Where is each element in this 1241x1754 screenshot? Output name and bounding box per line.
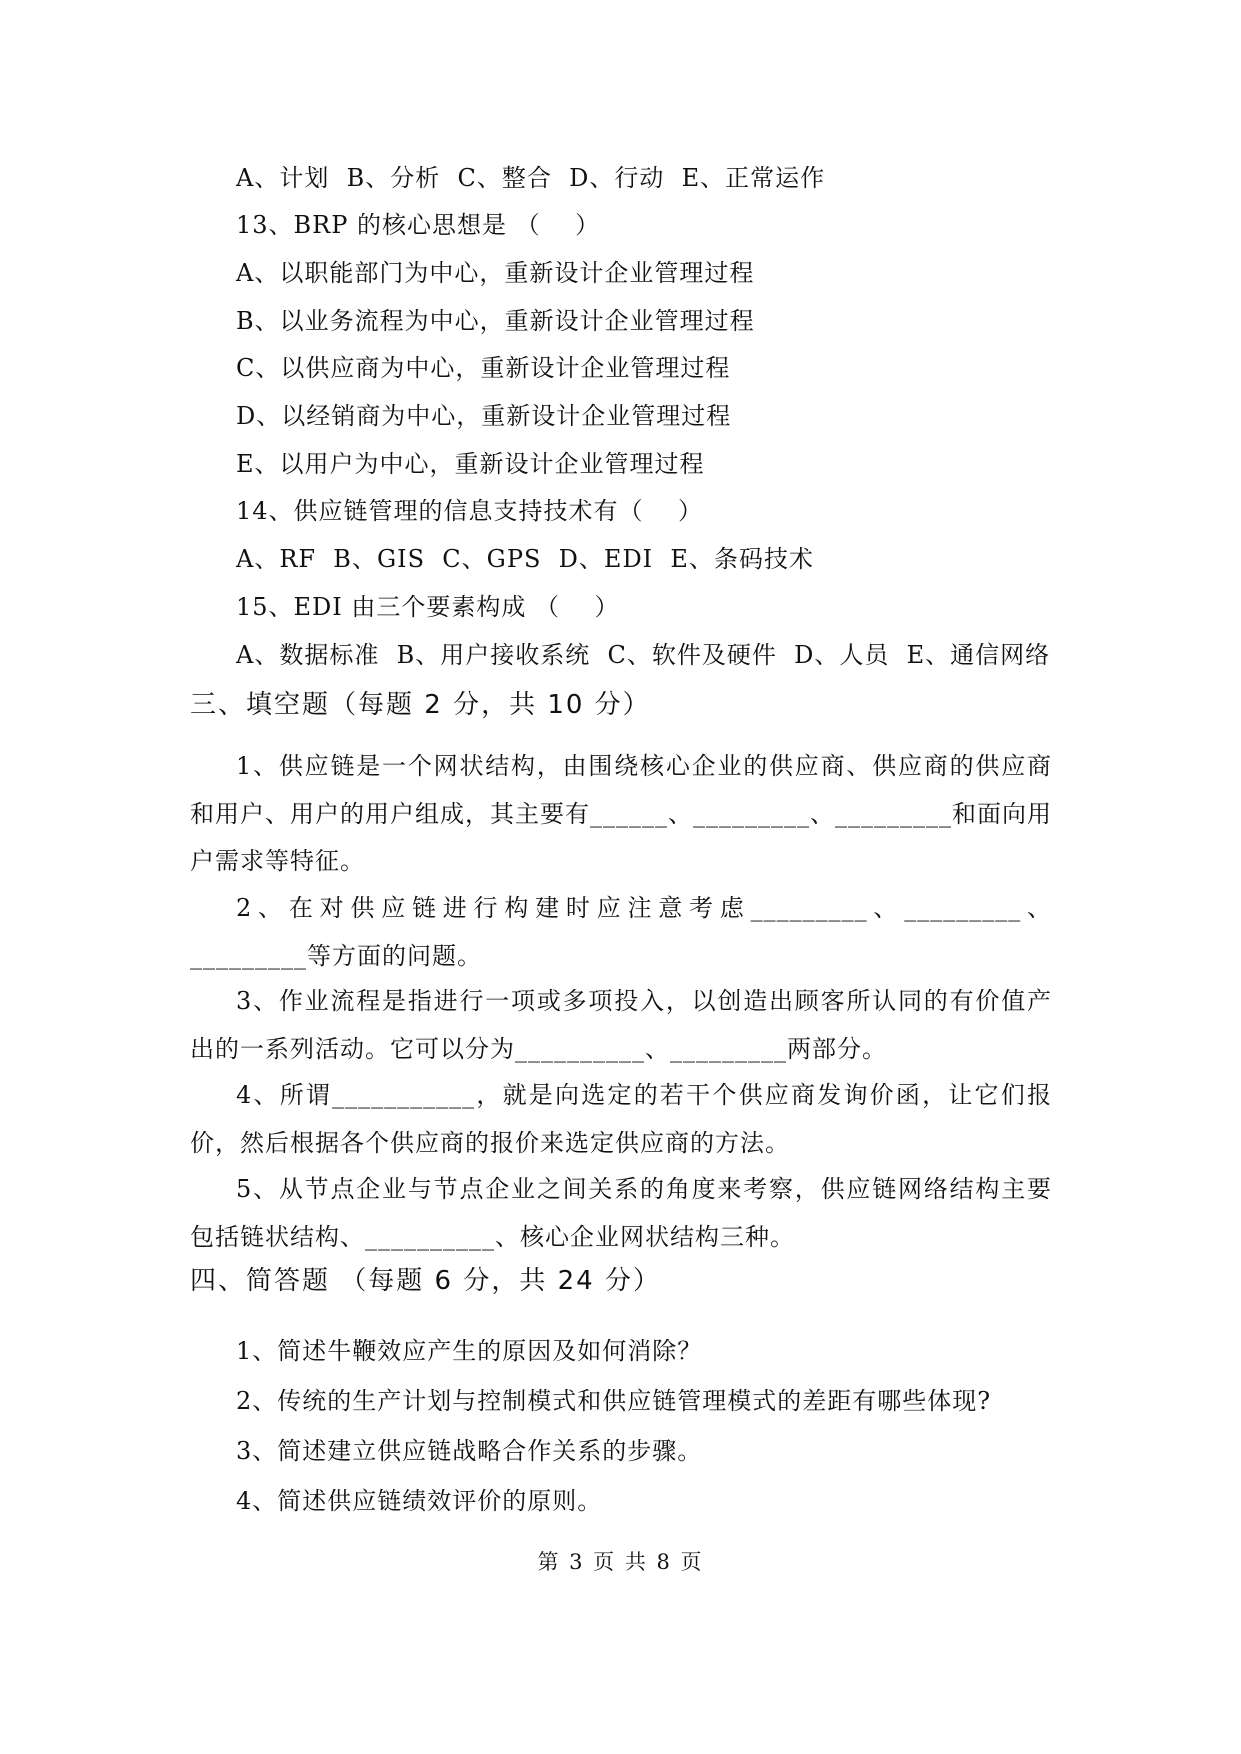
q13-option-d: D、以经销商为中心，重新设计企业管理过程 (236, 402, 732, 430)
short-answer-4: 4、简述供应链绩效评价的原则。 (236, 1487, 603, 1515)
q14-options: A、RF B、GIS C、GPS D、EDI E、条码技术 (236, 545, 814, 573)
q13-option-c: C、以供应商为中心，重新设计企业管理过程 (236, 354, 731, 382)
q15-options: A、数据标准 B、用户接收系统 C、软件及硬件 D、人员 E、通信网络 (236, 641, 1051, 669)
fill-item-3: 3、作业流程是指进行一项或多项投入，以创造出顾客所认同的有价值产出的一系列活动。它可以分为__________、_________两部分。 (190, 987, 1052, 1063)
short-answer-1: 1、简述牛鞭效应产生的原因及如何消除？ (236, 1337, 703, 1365)
fill-item-1: 1、供应链是一个网状结构，由围绕核心企业的供应商、供应商的供应商和用户、用户的用户组成，其主要有______、_________、_________和面向用户需求等特征。 (190, 752, 1052, 875)
page-number-footer: 第 3 页 共 8 页 (537, 1550, 704, 1574)
fill-item-4: 4、所谓___________，就是向选定的若干个供应商发询价函，让它们报价，然后根据各个供应商的报价来选定供应商的方法。 (190, 1081, 1052, 1157)
q15-question: 15、EDI 由三个要素构成 （ ） (236, 593, 620, 621)
section4-title: 四、简答题 （每题 6 分，共 24 分） (190, 1266, 661, 1296)
q13-option-b: B、以业务流程为中心，重新设计企业管理过程 (236, 307, 755, 335)
short-answer-2: 2、传统的生产计划与控制模式和供应链管理模式的差距有哪些体现? (236, 1387, 992, 1415)
q13-question: 13、BRP 的核心思想是 （ ） (236, 211, 601, 239)
fill-item-2: 2、在对供应链进行构建时应注意考虑_________、_________、_________等方面的问题。 (190, 894, 1052, 970)
q13-option-e: E、以用户为中心，重新设计企业管理过程 (236, 450, 705, 478)
short-answer-3: 3、简述建立供应链战略合作关系的步骤。 (236, 1437, 703, 1465)
section3-title: 三、填空题（每题 2 分，共 10 分） (190, 690, 651, 720)
q14-question: 14、供应链管理的信息支持技术有（ ） (236, 497, 704, 525)
fill-item-5: 5、从节点企业与节点企业之间关系的角度来考察，供应链网络结构主要包括链状结构、__________、核心企业网状结构三种。 (190, 1175, 1052, 1251)
q13-option-a: A、以职能部门为中心，重新设计企业管理过程 (236, 259, 755, 287)
q12-options: A、计划 B、分析 C、整合 D、行动 E、正常运作 (236, 164, 826, 192)
